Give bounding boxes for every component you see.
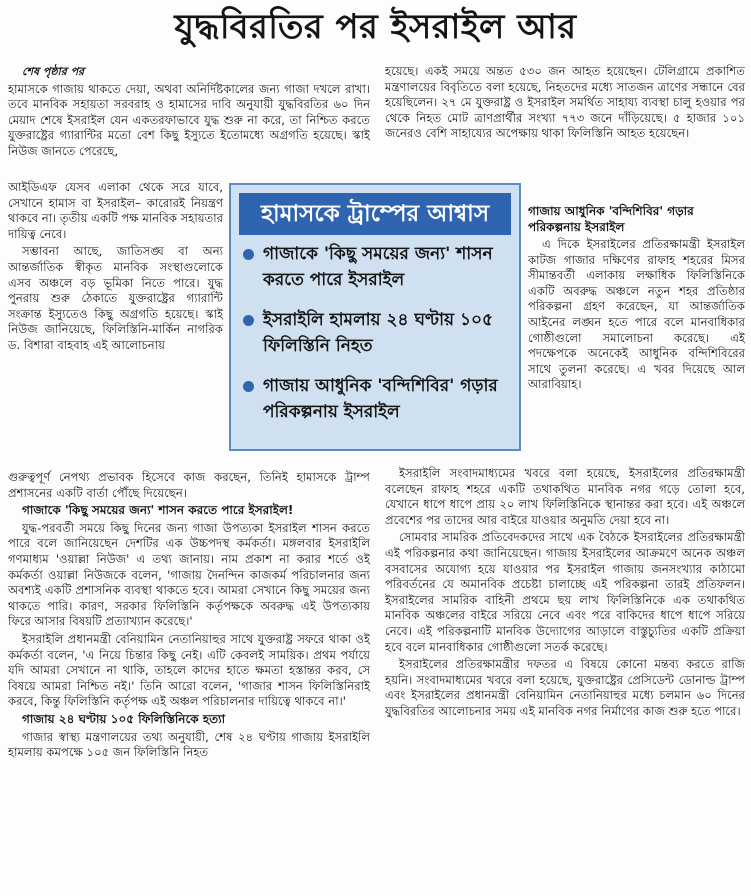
right-paragraph-3: ইসরাইলি সংবাদমাধ্যমের খবরে বলা হয়েছে, ইসরাইলের প্রতিরক্ষামন্ত্রী বলেছেন রাফাহ শহরে একটি তথাকথিত মানবিক নগর গড়ে তোলা হবে, যেখানে ধাপে ধাপে প্রায় ২০ লাখ ফিলিস্তিনিকে স্থানান্তর করা হবে। এই অঞ্চলে প্রবেশের পর তাদের আর বাইরে যাওয়ার অনুমতি দেয়া হবে না। — [385, 466, 745, 527]
highlight-box — [229, 183, 521, 451]
highlight-item-text: গাজাকে 'কিছু সময়ের জন্য' শাসন করতে পারে ইসরাইল — [263, 244, 493, 290]
left-paragraph-1: হামাসকে গাজায় থাকতে দেয়া, অথবা অনির্দিষ্টকালের জন্য গাজা দখলে রাখা। তবে মানবিক সহায়তা সরবরাহ ও হামাসের দাবি অনুযায়ী যুদ্ধবিরতির ৬০ দিন মেয়াদ শেষে ইসরাইল যেন একতরফাভাবে যুদ্ধ শুরু না করে, তা নিশ্চিত করতে যুক্তরাষ্ট্রের গ্যারান্টির মতো বেশ কিছু ইস্যুতে ইতোমধ্যে অগ্রগতি হয়েছে। স্কাই নিউজ জানতে পেরেছে, — [8, 81, 370, 158]
highlight-item — [241, 307, 509, 359]
left-paragraph-3: যুদ্ধ-পরবর্তী সময়ে কিছু দিনের জন্য গাজা উপত্যকা ইসরাইল শাসন করতে পারে বলে জানিয়েছেন দেশটির এক উচ্চপদস্থ কর্মকর্তা। মঙ্গলবার ইসরাইলি গণমাধ্যম 'ওয়াল্লা নিউজ' এ তথ্য জানায়। নাম প্রকাশ না করার শর্তে ওই কর্মকর্তা ওয়াল্লা নিউজকে বলেন, 'গাজায় দৈনন্দিন কাজকর্ম পরিচালনার জন্য অবশ্যই একটি প্রশাসনিক ব্যবস্থা থাকতে হবে। আমরা সেখানে কিছু সময়ের জন্য থাকতে পারি। কারণ, সরকার ফিলিস্তিনি কর্তৃপক্ষকে অবরুদ্ধ এই উপত্যকায় ফিরে আসার বিষয়টি প্রত্যাখ্যান করেছে।' — [8, 520, 370, 629]
highlight-box-title: হামাসকে ট্রাম্পের আশ্বাস — [239, 193, 511, 235]
highlight-list — [231, 241, 519, 425]
left-paragraph-5: গাজার স্বাস্থ্য মন্ত্রণালয়ের তথ্য অনুযায়ী, শেষ ২৪ ঘণ্টায় গাজায় ইসরাইলি হামলায় কমপক্ষে ১০৫ জন ফিলিস্তিনি নিহত — [8, 729, 370, 760]
left-paragraph-1b: আইডিএফ যেসব এলাকা থেকে সরে যাবে, সেখানে হামাস বা ইসরাইল– কারোরই নিয়ন্ত্রণ থাকবে না। তৃতীয় একটি পক্ষ মানবিক সহায়তার দায়িত্ব নেবে। — [8, 180, 223, 241]
left-column-bottom — [8, 470, 370, 763]
left-subhead-2: গাজায় ২৪ ঘণ্টায় ১০৫ ফিলিস্তিনিকে হত্যা — [22, 711, 226, 726]
right-column-top — [385, 64, 745, 199]
left-paragraph-2b: গুরুত্বপূর্ণ নেপথ্য প্রভাবক হিসেবে কাজ করছেন, তিনিই হামাসকে ট্রাম্প প্রশাসনের একটি বার্তা পৌঁছে দিয়েছেন। — [8, 470, 370, 500]
left-column-top — [8, 64, 370, 162]
right-column-bottom — [385, 466, 745, 892]
bullet-icon — [243, 381, 254, 392]
right-paragraph-1: হয়েছে। একই সময়ে অন্তত ৫৩০ জন আহত হয়েছেন। টেলিগ্রামে প্রকাশিত মন্ত্রণালয়ের বিবৃতিতে বলা হয়েছে, নিহতদের মধ্যে সাতজন ত্রাণের সন্ধানে বের হয়েছিলেন। ২৭ মে যুক্তরাষ্ট্র ও ইসরাইল সমর্থিত সাহায্য ব্যবস্থা চালু হওয়ার পর থেকে নিহত মোট ত্রাণপ্রার্থীর সংখ্যা ৭৭৩ জনে দাঁড়িয়েছে। ৫ হাজার ১০১ জনেরও বেশি সাহায্যের অপেক্ষায় থাকা ফিলিস্তিনি আহত হয়েছেন। — [385, 64, 745, 141]
right-subhead-1: গাজায় আধুনিক 'বন্দিশিবির' গড়ার পরিকল্পনায় ইসরাইল — [528, 204, 694, 234]
highlight-item-text: ইসরাইলি হামলায় ২৪ ঘণ্টায় ১০৫ ফিলিস্তিনি নিহত — [263, 310, 494, 356]
left-paragraph-2: সম্ভাবনা আছে, জাতিসঙ্ঘ বা অন্য আন্তর্জাতিক স্বীকৃত মানবিক সংস্থাগুলোকে এসব অঞ্চলে বড় ভূমিকা নিতে পারে। যুদ্ধ পুনরায় শুরু ঠেকাতে যুক্তরাষ্ট্রের গ্যারান্টি সংক্রান্ত ইস্যুতেও কিছু অগ্রগতি হয়েছে। স্কাই নিউজ জানিয়েছে, ফিলিস্তিনি-মার্কিন নাগরিক ড. বিশারা বাহবাহ এই আলোচনায় — [8, 244, 223, 352]
right-paragraph-2: এ দিকে ইসরাইলের প্রতিরক্ষামন্ত্রী ইসরাইল কাটজ গাজার দক্ষিণের রাফাহ শহরের মিসর সীমান্তবর্তী এলাকায় লক্ষাধিক ফিলিস্তিনিকে একটি অবরুদ্ধ অঞ্চলে নতুন শহর প্রতিষ্ঠার পরিকল্পনা গ্রহণ করেছেন, যা আন্তর্জাতিক আইনের লঙ্ঘন হতে পারে বলে মানবাধিকার গোষ্ঠীগুলো সমালোচনা করেছে। এই পদক্ষেপকে অনেকেই আধুনিক বন্দিশিবিরের সাথে তুলনা করেছে। এ খবর দিয়েছে আল আরাবিয়াহ। — [528, 237, 745, 392]
right-paragraph-5: ইসরাইলের প্রতিরক্ষামন্ত্রীর দফতর এ বিষয়ে কোনো মন্তব্য করতে রাজি হয়নি। সংবাদমাধ্যমের খবরে বলা হয়েছে, যুক্তরাষ্ট্রের প্রেসিডেন্ট ডোনাল্ড ট্রাম্প এবং ইসরাইলের প্রধানমন্ত্রী বেনিয়ামিন নেতানিয়াহুর মধ্যে চলমান ৬০ দিনের যুদ্ধবিরতির আলোচনার সময় এই মানবিক নগর নির্মাণের কাজ শুরু হতে পারে। — [385, 657, 745, 718]
byline: শেষ পৃষ্ঠার পর — [22, 65, 85, 78]
headline: যুদ্ধবিরতির পর ইসরাইল আর — [174, 7, 577, 47]
right-column-narrow — [528, 237, 745, 463]
left-paragraph-4: ইসরাইলি প্রধানমন্ত্রী বেনিয়ামিন নেতানিয়াহুর সাথে যুক্তরাষ্ট্র সফরে থাকা ওই কর্মকর্তা বলেন, 'এ নিয়ে চিন্তার কিছু নেই। এটি কেবলই সাময়িক। প্রথম পর্যায়ে যদি আমরা সেখানে না থাকি, তাহলে কাদের হাতে ক্ষমতা হস্তান্তর করব, সে বিষয়ে আমরা নিশ্চিত নই।' তিনি আরো বলেন, 'গাজার শাসন ফিলিস্তিনিরাই করবে, কিন্তু ফিলিস্তিনি কর্তৃপক্ষ এই অঞ্চল পরিচালনার দায়িত্বে থাকবে না।' — [8, 631, 370, 709]
left-subhead-1: গাজাকে 'কিছু সময়ের জন্য' শাসন করতে পারে ইসরাইল! — [22, 503, 294, 518]
highlight-item-text: গাজায় আধুনিক 'বন্দিশিবির' গড়ার পরিকল্পনায় ইসরাইল — [263, 376, 498, 422]
highlight-item — [241, 241, 509, 293]
bullet-icon — [243, 315, 254, 326]
right-paragraph-4: সোমবার সামরিক প্রতিবেদকদের সাথে এক বৈঠকে ইসরাইলের প্রতিরক্ষামন্ত্রী এই পরিকল্পনার কথা জানিয়েছেন। গাজায় ইসরাইলের আক্রমণে অনেক অঞ্চল বসবাসের অযোগ্য হয়ে যাওয়ার পর ইসরাইল গাজায় জনসংখ্যার কাঠামো পরিবর্তনের যে অমানবিক প্রচেষ্টা চালাচ্ছে এই পরিকল্পনা তারই প্রতিফলন। ইসরাইলের সামরিক বাহিনী প্রথমে ছয় লাখ ফিলিস্তিনিকে এক তথাকথিত মানবিক অঞ্চলের বাইরে সরিয়ে নেবে এবং পরে বাকিদের ধাপে ধাপে সরিয়ে নেবে। এই পরিকল্পনাটি মানবিক উদ্যোগের আড়ালে বাস্তুচ্যুতির একটি প্রক্রিয়া হবে বলে মানবাধিকার গোষ্ঠীগুলো সতর্ক করেছে। — [385, 530, 745, 654]
left-column-narrow — [8, 180, 223, 356]
highlight-item — [241, 373, 509, 425]
bullet-icon — [243, 249, 254, 260]
